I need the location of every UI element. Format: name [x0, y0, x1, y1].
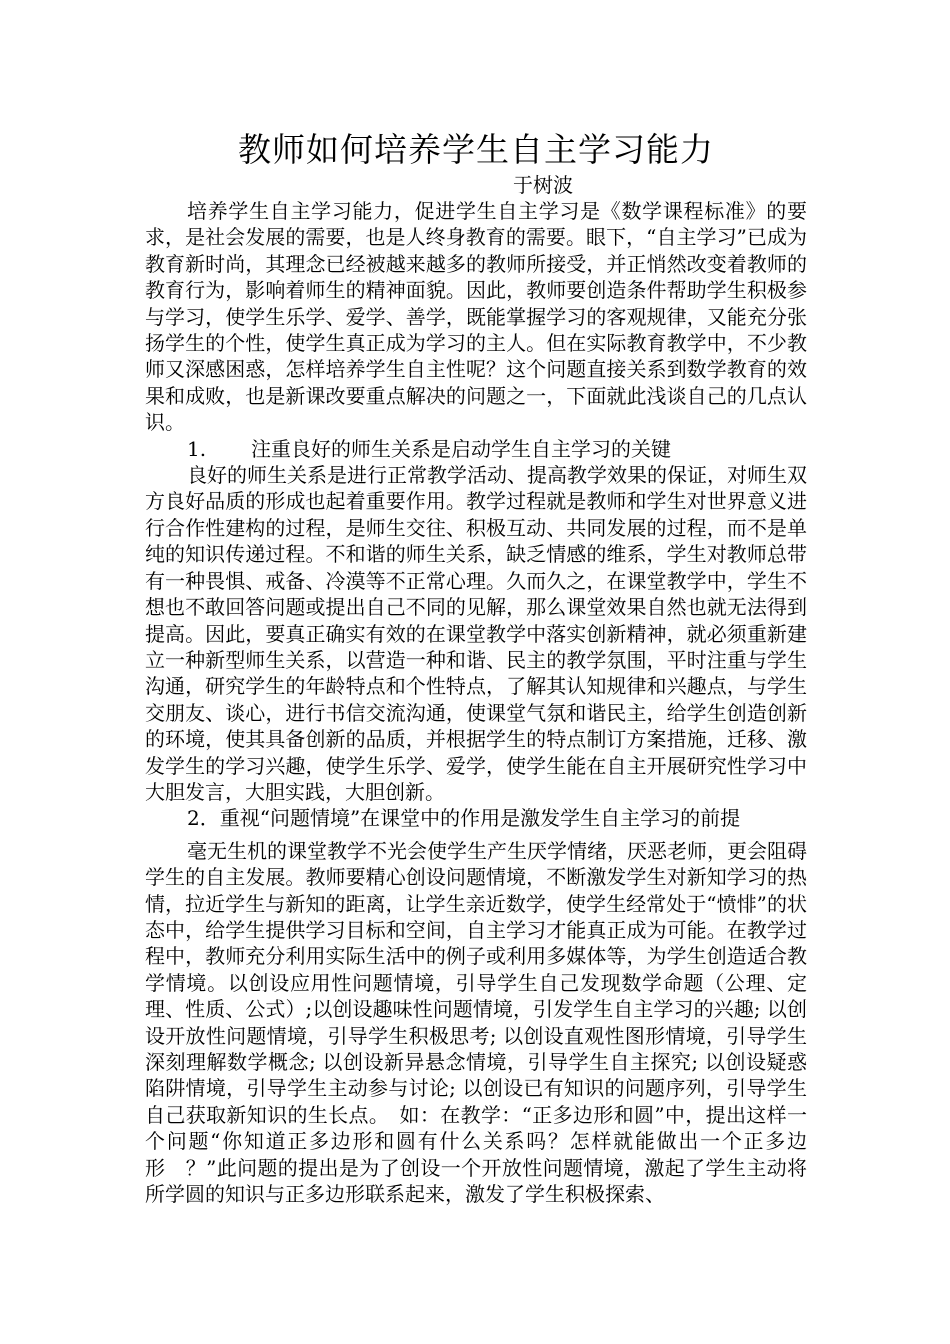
section-1-number: 1.: [187, 436, 207, 461]
document-page: [145, 128, 807, 1207]
intro-paragraph: 培养学生自主学习能力，促进学生自主学习是《数学课程标准》的要求，是社会发展的需要，也是人终身教育的需要。眼下，“自主学习”已成为教育新时尚，其理念已经被越来越多的教师所接受，并正悄然改变着教师的教育行为，影响着师生的精神面貌。因此，教师要创造条件帮助学生积极参与学习，使学生乐学、爱学、善学，既能掌握学习的客观规律，又能充分张扬学生的个性，使学生真正成为学习的主人。但在实际教育教学中，不少教师又深感困惑，怎样培养学生自主性呢？这个问题直接关系到数学教育的效果和成败，也是新课改要重点解决的问题之一，下面就此浅谈自己的几点认识。: [145, 199, 807, 435]
document-title: 教师如何培养学生自主学习能力: [238, 130, 714, 169]
section-1-heading-text: 注重良好的师生关系是启动学生自主学习的关键: [251, 436, 671, 461]
section-1-body: 良好的师生关系是进行正常教学活动、提高教学效果的保证，对师生双方良好品质的形成也起着重要作用。教学过程就是教师和学生对世界意义进行合作性建构的过程，是师生交往、积极互动、共同发展的过程，而不是单纯的知识传递过程。不和谐的师生关系，缺乏情感的维系，学生对教师总带有一种畏惧、戒备、冷漠等不正常心理。久而久之，在课堂教学中，学生不想也不敢回答问题或提出自己不同的见解，那么课堂效果自然也就无法得到提高。因此，要真正确实有效的在课堂教学中落实创新精神，就必须重新建立一种新型师生关系，以营造一种和谐、民主的教学氛围，平时注重与学生沟通，研究学生的年龄特点和个性特点，了解其认知规律和兴趣点，与学生交朋友、谈心，进行书信交流沟通，使课堂气氛和谐民主，给学生创造创新的环境，使其具备创新的品质，并根据学生的特点制订方案措施，迁移、激发学生的学习兴趣，使学生乐学、爱学，使学生能在自主开展研究性学习中大胆发言，大胆实践，大胆创新。: [145, 463, 807, 804]
section-2-heading: 2．重视“问题情境”在课堂中的作用是激发学生自主学习的前提: [187, 806, 741, 831]
document-author: 于树波: [513, 173, 573, 197]
section-1-heading: [145, 436, 807, 462]
section-2-body: 毫无生机的课堂教学不光会使学生产生厌学情绪，厌恶老师，更会阻碍学生的自主发展。教师要精心创设问题情境，不断激发学生对新知学习的热情，拉近学生与新知的距离，让学生亲近数学，使学生经常处于“愤悱”的状态中，给学生提供学习目标和空间，自主学习才能真正成为可能。在教学过程中，教师充分利用实际生活中的例子或利用多媒体等，为学生创造适合教学情境。以创设应用性问题情境，引导学生自己发现数学命题（公理、定理、性质、公式）;以创设趣味性问题情境，引发学生自主学习的兴趣; 以创设开放性问题情境，引导学生积极思考; 以创设直观性图形情境，引导学生深刻理解数学概念; 以创设新异悬念情境，引导学生自主探究; 以创设疑惑陷阱情境，引导学生主动参与讨论; 以创设已有知识的问题序列，引导学生自己获取新知识的生长点。 如：在教学：“正多边形和圆”中，提出这样一个问题“你知道正多边形和圆有什么关系吗？怎样就能做出一个正多边形 ？”此问题的提出是为了创设一个开放性问题情境，激起了学生主动将所学圆的知识与正多边形联系起来，激发了学生积极探索、: [145, 838, 807, 1207]
